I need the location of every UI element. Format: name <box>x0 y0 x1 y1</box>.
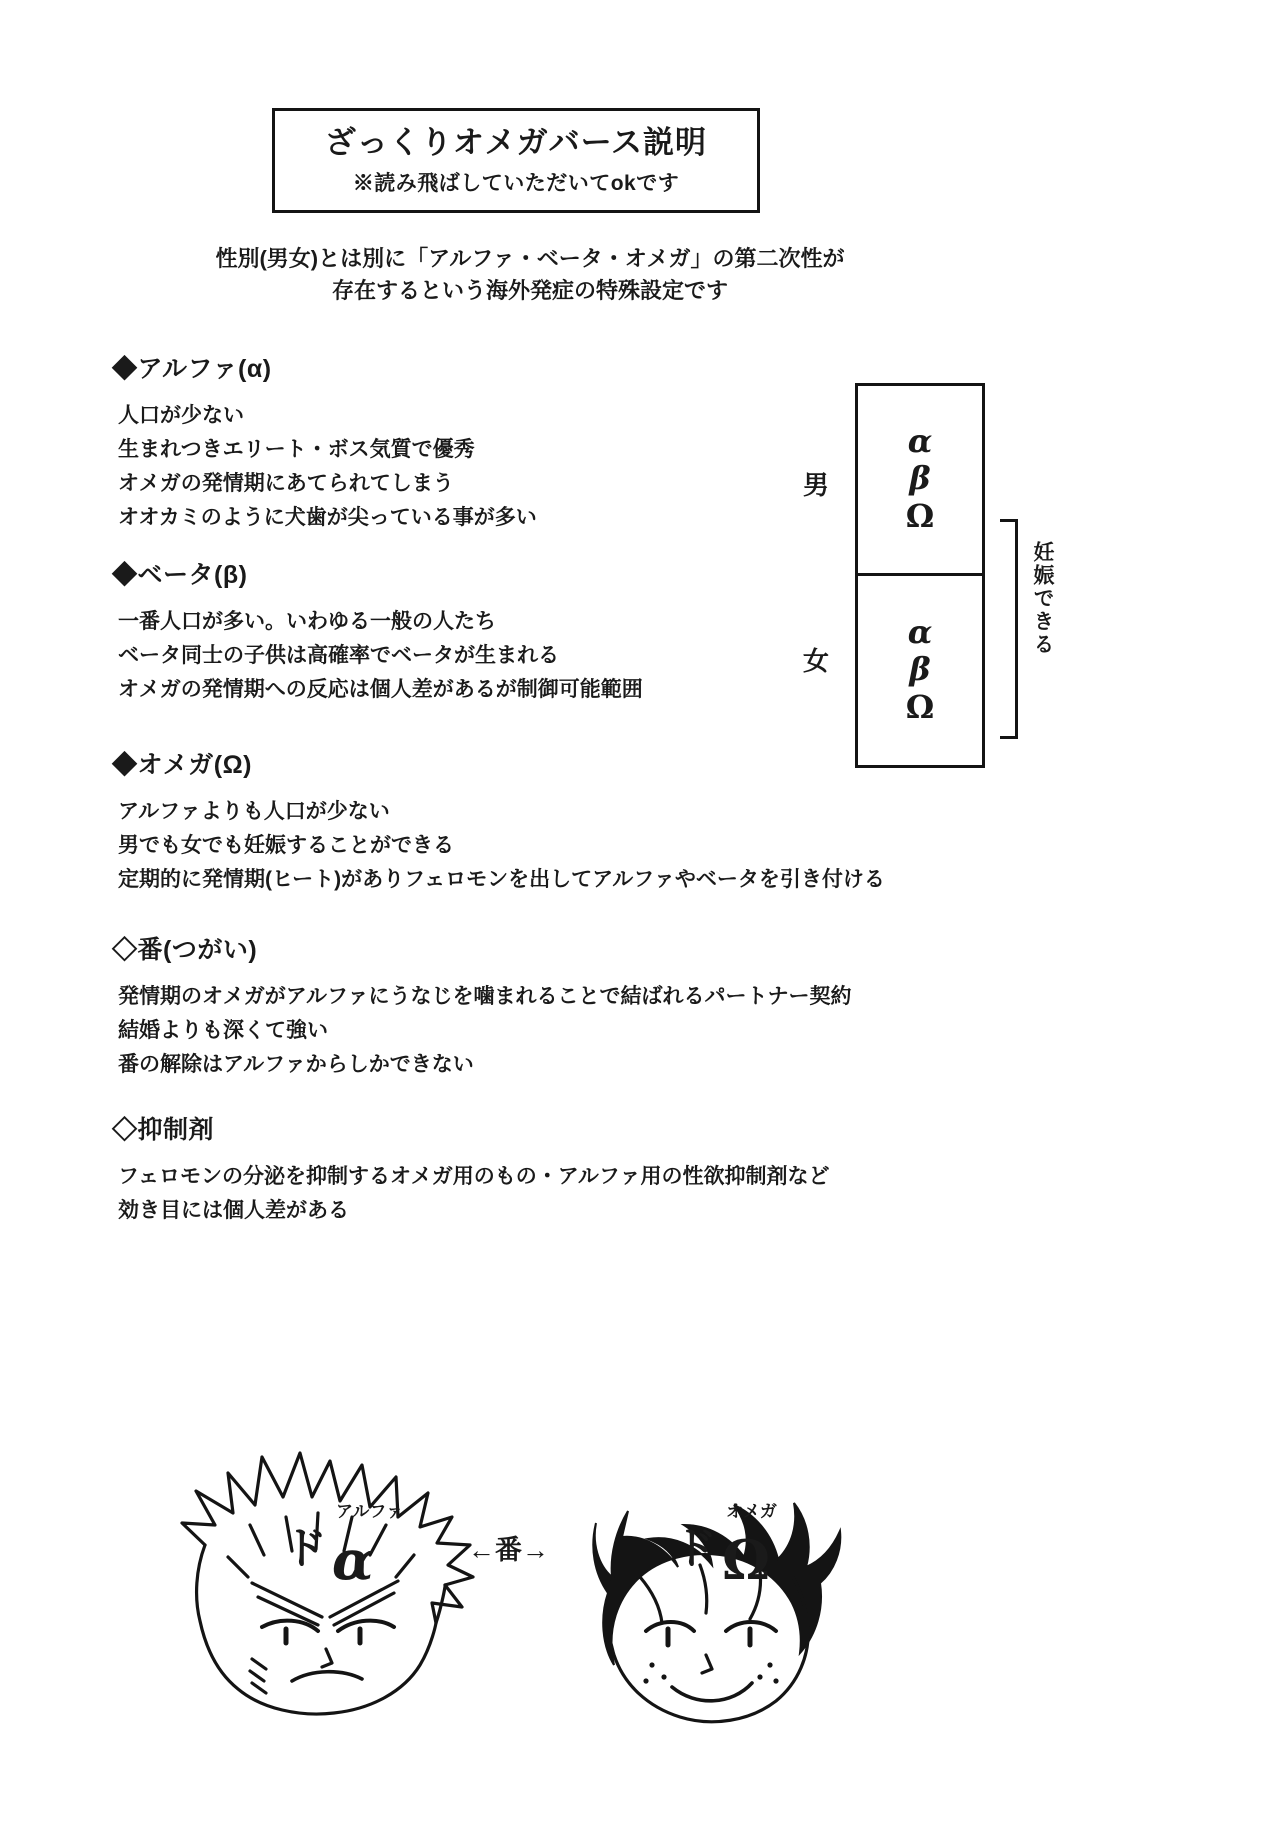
table-cell-male-beta: β <box>909 459 931 498</box>
section-beta-line-2: ベータ同士の子供は高確率でベータが生まれる <box>118 644 559 668</box>
section-tsugai-line-2: 結婚よりも深くて強い <box>118 1019 328 1043</box>
sex-type-table <box>795 383 1095 773</box>
right-mark-glyph: Ω <box>722 1528 771 1592</box>
page-subtitle: ※読み飛ばしていただいてokです <box>352 172 680 196</box>
pregnancy-bracket <box>1000 519 1018 739</box>
section-alpha-heading: ◆アルファ(α) <box>112 355 272 383</box>
section-alpha <box>112 349 537 535</box>
section-beta-body <box>118 605 643 707</box>
section-suppressant-line-2: 効き目には個人差がある <box>118 1199 349 1223</box>
intro-line-2: 存在するという海外発症の特殊設定です <box>331 277 728 303</box>
table-cell-male-alpha: α <box>907 421 933 460</box>
section-suppressant-heading: ◇抑制剤 <box>112 1116 215 1144</box>
section-beta-line-3: オメガの発情期への反応は個人差があるが制御可能範囲 <box>118 678 643 702</box>
character-illustrations <box>0 1225 1280 1821</box>
section-omega-line-3: 定期的に発情期(ヒート)がありフェロモンを出してアルファやベータを引き付ける <box>118 868 885 892</box>
section-tsugai-line-1: 発情期のオメガがアルファにうなじを噛まれることで結ばれるパートナー契約 <box>118 985 852 1008</box>
section-tsugai-line-3: 番の解除はアルファからしかできない <box>118 1053 474 1077</box>
intro-text <box>0 243 1060 307</box>
table-label-female: 女 <box>803 646 830 676</box>
table-cell-male-omega: Ω <box>905 497 935 536</box>
tsugai-arrow-label: ←番→ <box>468 1535 549 1565</box>
section-tsugai-heading: ◇番(つがい) <box>112 936 258 964</box>
right-mark-ruby: オメガ <box>726 1502 777 1521</box>
table-cell-female-alpha: α <box>907 612 933 651</box>
section-suppressant <box>112 1110 829 1228</box>
section-alpha-line-4: オオカミのように犬歯が尖っている事が多い <box>118 506 537 530</box>
table-cell-female-beta: β <box>909 650 931 689</box>
section-suppressant-line-1: フェロモンの分泌を抑制するオメガ用のもの・アルファ用の性欲抑制剤など <box>118 1165 830 1188</box>
left-mark-do: ド <box>283 1524 327 1573</box>
table-row <box>858 576 982 766</box>
section-alpha-line-1: 人口が少ない <box>118 404 244 427</box>
section-alpha-line-2: 生まれつきエリート・ボス気質で優秀 <box>118 438 475 462</box>
section-omega-line-2: 男でも女でも妊娠することができる <box>118 834 454 858</box>
section-beta-line-1: 一番人口が多い。いわゆる一般の人たち <box>118 610 496 633</box>
table-label-male: 男 <box>803 470 830 500</box>
section-tsugai <box>112 930 852 1082</box>
section-omega-heading: ◆オメガ(Ω) <box>112 751 252 779</box>
section-omega-line-1: アルファよりも人口が少ない <box>118 800 390 823</box>
section-alpha-body <box>118 399 537 535</box>
section-suppressant-body <box>118 1160 829 1228</box>
page-title: ざっくりオメガバース説明 <box>324 124 708 160</box>
left-mark-glyph: α <box>332 1528 374 1592</box>
table-cell-female-omega: Ω <box>905 688 935 727</box>
section-omega-body <box>118 795 885 897</box>
pregnancy-bracket-label: 妊娠できる <box>1031 541 1054 656</box>
illustration-area <box>0 1225 1280 1821</box>
table-row <box>858 386 982 576</box>
right-mark-do: ド <box>673 1524 717 1573</box>
title-box <box>272 108 760 213</box>
section-omega <box>112 745 885 897</box>
left-character-icon <box>182 1453 473 1714</box>
section-alpha-line-3: オメガの発情期にあてられてしまう <box>118 472 454 496</box>
section-tsugai-body <box>118 980 852 1082</box>
section-beta <box>112 555 643 707</box>
left-mark-ruby: アルファ <box>336 1502 403 1521</box>
table-box <box>855 383 985 768</box>
intro-line-1: 性別(男女)とは別に「アルファ・ベータ・オメガ」の第二次性が <box>215 246 845 271</box>
section-beta-heading: ◆ベータ(β) <box>112 561 248 589</box>
